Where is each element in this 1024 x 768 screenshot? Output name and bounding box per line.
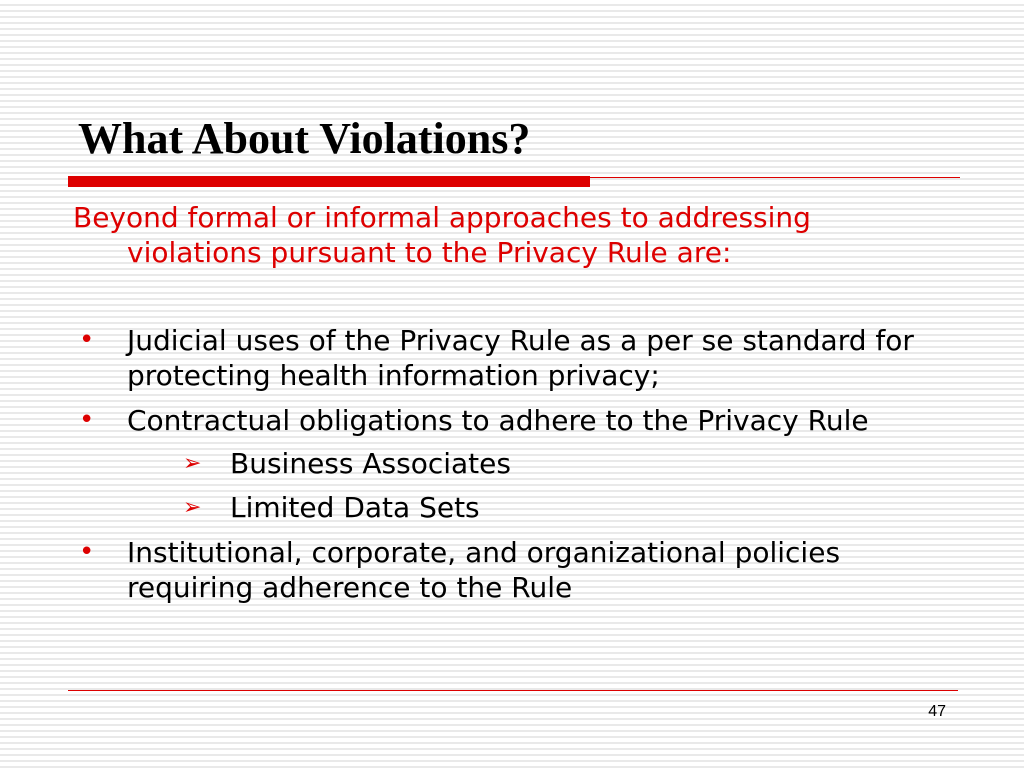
- bullet-text: Contractual obligations to adhere to the Privacy Rule: [127, 404, 869, 437]
- bullet-item: [73, 323, 953, 393]
- sub-bullet-list: [127, 446, 953, 525]
- sub-bullet-item: [127, 446, 953, 481]
- bullet-text: Judicial uses of the Privacy Rule as a per se standard for protecting health information privacy;: [127, 324, 914, 392]
- sub-bullet-text: Business Associates: [230, 447, 511, 480]
- sub-bullet-text: Limited Data Sets: [230, 491, 480, 524]
- bullet-dot-icon: •: [79, 405, 95, 435]
- bullet-item: [73, 535, 953, 605]
- bullet-text: Institutional, corporate, and organizational policies requiring adherence to the Rule: [127, 536, 841, 604]
- slide-title: What About Violations?: [78, 114, 531, 163]
- title-underline-thin: [590, 177, 960, 178]
- arrow-bullet-icon: ➢: [183, 451, 202, 476]
- bullet-list: [73, 323, 953, 605]
- bullet-dot-icon: •: [79, 325, 95, 355]
- page-number: 47: [928, 703, 946, 720]
- slide-body: [73, 200, 953, 615]
- intro-text: Beyond formal or informal approaches to addressing violations pursuant to the Privacy Rule are:: [73, 201, 811, 269]
- sub-bullet-item: [127, 490, 953, 525]
- arrow-bullet-icon: ➢: [183, 495, 202, 520]
- bullet-item: [73, 403, 953, 525]
- bullet-dot-icon: •: [79, 537, 95, 567]
- footer-divider: [68, 690, 958, 691]
- title-underline-thick: [68, 176, 590, 187]
